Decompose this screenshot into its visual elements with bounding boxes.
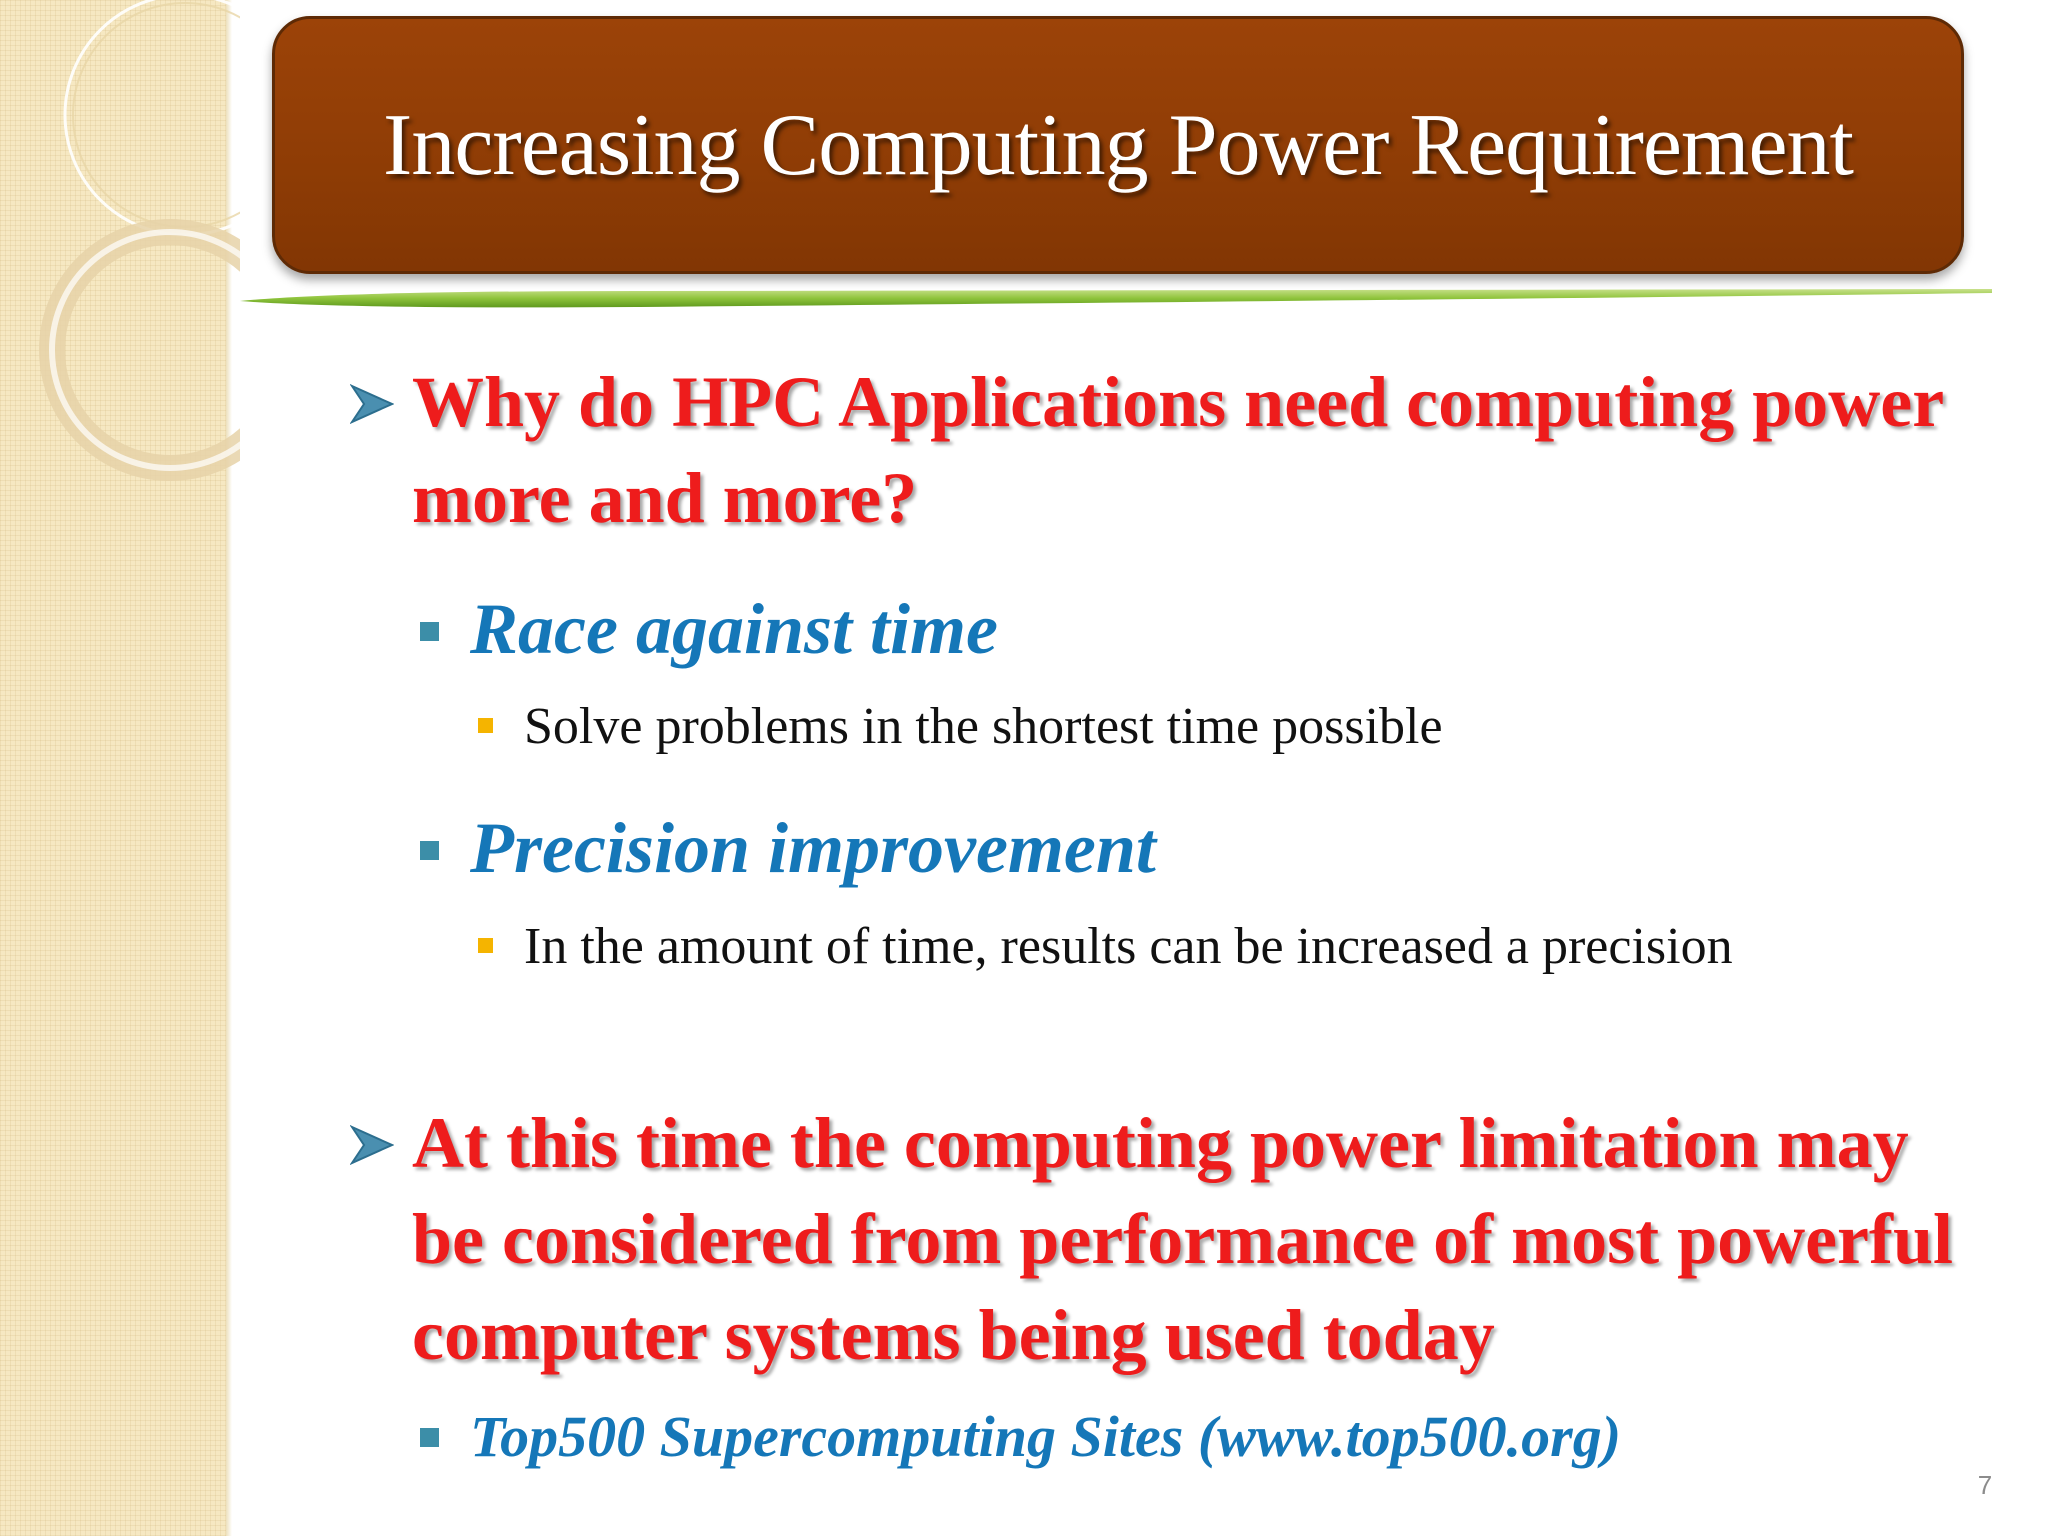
- bullet-text: Top500 Supercomputing Sites (www.top500.org): [470, 1404, 1622, 1469]
- bullet-text: Solve problems in the shortest time possible: [524, 698, 1443, 755]
- bullet-level3: [478, 690, 1778, 764]
- square-bullet-icon: [478, 938, 493, 953]
- slide-title: Increasing Computing Power Requirement: [383, 96, 1853, 194]
- square-bullet-icon: [420, 622, 439, 641]
- bullet-level2: [420, 1392, 1920, 1482]
- arrowhead-bullet-icon: [350, 1125, 394, 1165]
- square-bullet-icon: [420, 1428, 439, 1447]
- bullet-level2: [420, 803, 1920, 893]
- bullet-level1: [350, 1095, 1990, 1383]
- page-number: 7: [1977, 1470, 1993, 1500]
- bullet-level3: [478, 910, 1778, 984]
- bullet-text: In the amount of time, results can be increased a precision: [524, 918, 1733, 975]
- bullet-level2: [420, 584, 1920, 674]
- bullet-text: At this time the computing power limitation may be considered from performance of most powerful computer systems being used today: [412, 1103, 1954, 1375]
- arrowhead-bullet-icon: [350, 384, 394, 424]
- square-bullet-icon: [420, 841, 439, 860]
- bullet-text: Precision improvement: [470, 808, 1156, 888]
- bullet-text: Why do HPC Applications need computing power more and more?: [412, 362, 1943, 538]
- bullet-level1: [350, 354, 1990, 546]
- bullet-text: Race against time: [470, 589, 998, 669]
- square-bullet-icon: [478, 718, 493, 733]
